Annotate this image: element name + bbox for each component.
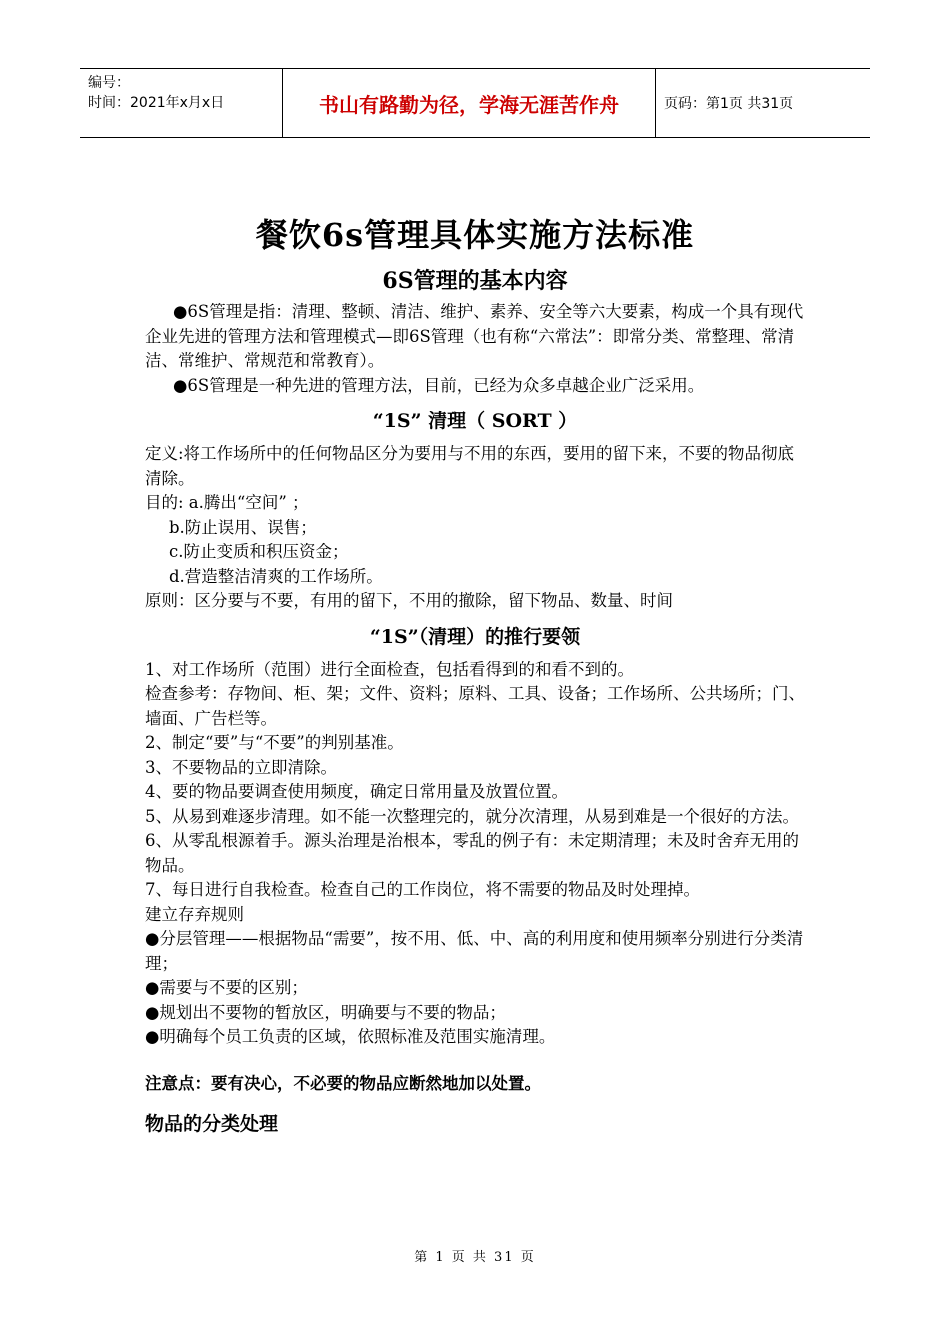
section-title-sort: “1S” 清理（ SORT ） [372, 410, 578, 432]
section-title-basics: 6S管理的基本内容 [382, 268, 568, 294]
header-table [80, 68, 870, 138]
note-text: 注意点：要有决心，不必要的物品应断然地加以处置。 [145, 1073, 541, 1093]
time-label: 时间：2021年x月x日 [88, 95, 225, 111]
paragraph: ●6S管理是一种先进的管理方法，目前，已经为众多卓越企业广泛采用。 [173, 375, 705, 395]
header-meta-cell [80, 69, 282, 137]
document-body [145, 212, 805, 1138]
section-title-procedure: “1S”（清理）的推行要领 [369, 625, 581, 648]
principle-text: 原则：区分要与不要，有用的留下，不用的撤除，留下物品、数量、时间 [145, 591, 673, 610]
list-item: 2、制定“要”与“不要”的判别基准。 [145, 733, 404, 752]
purpose-b: b.防止误用、误售； [169, 517, 317, 537]
purpose-d: d.营造整洁清爽的工作场所。 [169, 566, 383, 586]
purpose-c: c.防止变质和积压资金； [169, 542, 349, 561]
list-item: 检查参考：存物间、柜、架；文件、资料；原料、工具、设备；工作场所、公共场所；门、墙面、广告栏等。 [145, 684, 805, 728]
list-item: 1、对工作场所（范围）进行全面检查，包括看得到的和看不到的。 [145, 659, 634, 679]
list-item: ●规划出不要物的暂放区，明确要与不要的物品； [145, 1002, 506, 1022]
list-item: 建立存弃规则 [145, 904, 244, 924]
paragraph: ●6S管理是指：清理、整顿、清洁、维护、素养、安全等六大要素，构成一个具有现代企业先进的管理方法和管理模式—即6S管理（也有称“六常法”：即常分类、常整理、常清洁、常维护、常规范和常教育）。 [145, 302, 804, 370]
list-item: ●需要与不要的区别； [145, 978, 308, 997]
page-footer: 第 1 页 共 31 页 [414, 1250, 536, 1265]
list-item: 4、要的物品要调查使用频度，确定日常用量及放置位置。 [145, 782, 568, 801]
header-page-info: 页码：第1页 共31页 [664, 96, 794, 112]
list-item: 3、不要物品的立即清除。 [145, 757, 337, 777]
subheading-classification: 物品的分类处理 [145, 1113, 279, 1135]
list-item: 5、从易到难逐步清理。如不能一次整理完的，就分次清理，从易到难是一个很好的方法。 [145, 806, 799, 826]
list-item: ●明确每个员工负责的区域，依照标准及范围实施清理。 [145, 1027, 556, 1046]
purpose-a: 目的: a.腾出“空间” ； [145, 493, 309, 512]
document-title: 餐饮6s管理具体实施方法标准 [255, 216, 695, 254]
number-label: 编号： [88, 75, 130, 91]
definition-text: 定义:将工作场所中的任何物品区分为要用与不用的东西，要用的留下来，不要的物品彻底清除。 [145, 444, 795, 488]
list-item: ●分层管理——根据物品“需要”，按不用、低、中、高的利用度和使用频率分别进行分类清理； [145, 929, 804, 973]
list-item: 7、每日进行自我检查。检查自己的工作岗位，将不需要的物品及时处理掉。 [145, 880, 700, 899]
header-motto: 书山有路勤为径，学海无涯苦作舟 [282, 69, 656, 137]
list-item: 6、从零乱根源着手。源头治理是治根本，零乱的例子有：未定期清理；未及时舍弃无用的物品。 [145, 831, 799, 875]
